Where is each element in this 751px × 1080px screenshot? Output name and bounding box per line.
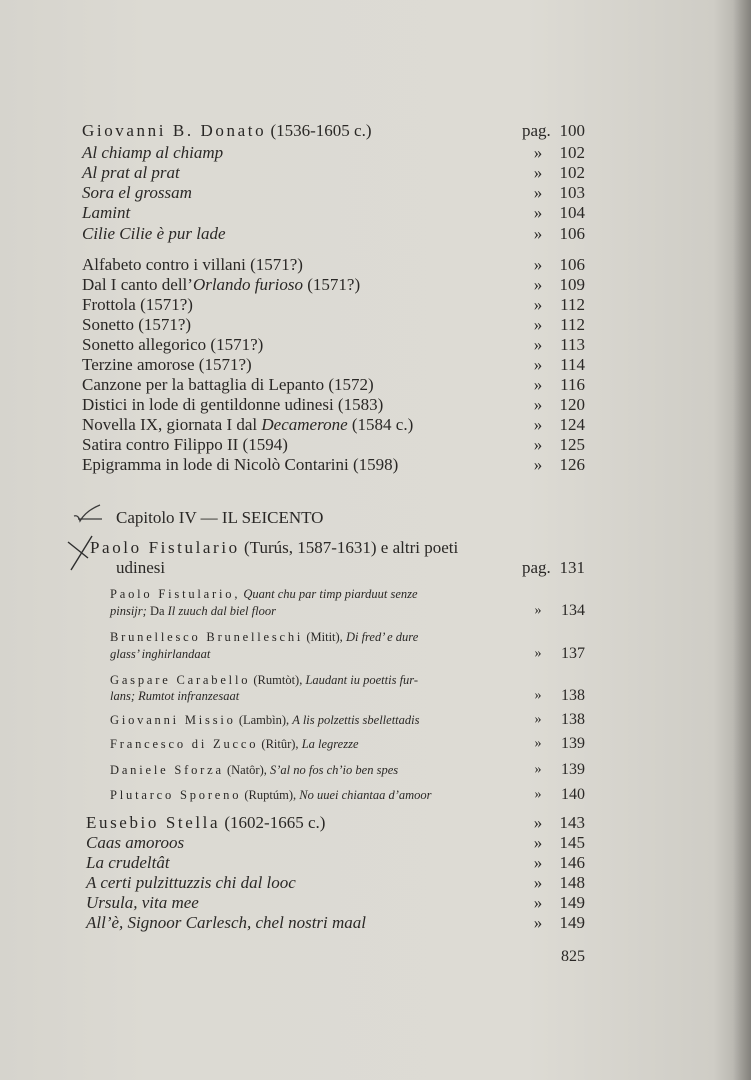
author-name: Francesco di Zucco: [110, 737, 259, 751]
page-ref: 149: [559, 893, 585, 912]
page-ref: 100: [559, 121, 585, 140]
page-ref: 116: [560, 375, 585, 394]
page-ref: 149: [559, 913, 585, 932]
page-ref: 143: [559, 813, 585, 832]
page-ref: 146: [559, 853, 585, 872]
poem-title: All’è, Signoor Carlesch, chel nostri maal: [86, 913, 367, 932]
page-ref: 113: [560, 335, 585, 354]
author-name: Paolo Fistulario,: [110, 587, 241, 601]
page-ref: 124: [559, 415, 585, 434]
page-ref: 106: [559, 224, 585, 243]
author-name: Giovanni Missio: [110, 713, 236, 727]
page-ref: 138: [561, 711, 585, 728]
page-ref: 140: [561, 786, 585, 803]
page-ref: 125: [559, 435, 585, 454]
entry-title: Distici in lode di gentildonne udinesi (1583): [82, 395, 384, 414]
page-number: 825: [561, 948, 585, 965]
entry-title: Canzone per la battaglia di Lepanto (1572): [82, 375, 374, 394]
author-name: Paolo Fistulario: [90, 538, 240, 557]
page-ref: 104: [559, 203, 585, 222]
author-name: Giovanni B. Donato: [82, 121, 267, 140]
work-title: Orlando furioso: [192, 275, 303, 294]
page-ref: 102: [559, 143, 585, 162]
page-ref: 112: [560, 295, 585, 314]
page-ref: 102: [559, 163, 585, 182]
entry-title: Sonetto allegorico (1571?): [82, 335, 264, 354]
poem-title: Ursula, vita mee: [86, 893, 199, 912]
page-marker: pag.: [522, 558, 551, 577]
page-ref: 139: [561, 761, 585, 778]
entry-title: Frottola (1571?): [82, 295, 193, 314]
page-ref: 114: [560, 355, 585, 374]
page-ref: 103: [559, 183, 585, 202]
author-name: Brunellesco Brunelleschi: [110, 630, 304, 644]
work-title: Decamerone: [261, 415, 348, 434]
entry-title: Alfabeto contro i villani (1571?): [82, 255, 303, 274]
poem-title: Al chiamp al chiamp: [82, 143, 224, 162]
page-ref: 139: [561, 735, 585, 752]
author-name: Eusebio Stella: [86, 813, 221, 832]
page-ref: 106: [559, 255, 585, 274]
author-name: Plutarco Sporeno: [110, 788, 242, 802]
binding-shadow: [733, 0, 751, 1080]
page-ref: 134: [561, 602, 585, 619]
entry-title: Sonetto (1571?): [82, 315, 192, 334]
author-name: Daniele Sforza: [110, 763, 224, 777]
page-ref: 126: [559, 455, 585, 474]
page-marker: pag.: [522, 121, 551, 140]
book-page: Giovanni B. Donato (1536-1605 c.) pag. 100 Al chiamp al chiamp » 102 Al prat al prat » 102 Sora el grossam » 103 Lamint » 104 Cilie Cilie è pur lade » 106 Alfabeto contro i villani (1571?) » 106 Dal I canto dell’Orlando furioso (1571?) » 109 Frottola (1571?) » 112 Sonetto (1571?) » 112 Sonetto allegorico (1571?) » 113 Terzine amorose (1571?) » 114 Canzone per la battaglia di Lepanto (1572) » 116 Distici in lode di gentildonne udinesi (1583) » 120 Novella IX, giornata I dal Decamerone (1584 c.) » 124 Satira contro Filippo II (1594) » 125 Epigramma in lode di Nicolò Contarini (1598) » 126 Capitolo IV — IL SEICENTO Paolo Fistulario (Turús, 1587-1631) e altri poeti udinesi pag. 131 Paolo Fistulario, Quant chu par timp piarduut senze pinsijr; Da Il zuuch dal biel floor » 134 Brunellesco Brunelleschi (Mitit), Di fred’ e dure glass’ inghirlandaat » 137 Gaspare Carabello (Rumtòt), Laudant iu poettis fur- lans; Rumtot infranzesaat » 138 Giovanni Missio (Lambìn), A lis polzettis sbellettadis » 138 Francesco di Zucco (Ritûr), La legrezze » 139 Daniele Sforza (Natôr), S’al no fos ch’io ben spes » 139 Plutarco Sporeno (Ruptúm), No uuei chiantaa d’amoor » 140 Eusebio Stella (1602-1665 c.) » 143 Caas amoroos » 145 La crudeltât » 146 A certi pulzittuzzis chi dal looc » 148 Ursula, vita mee » 149 All’è, Signoor Carlesch, chel nostri maal » 149 825: [0, 0, 751, 1080]
poem-title: Caas amoroos: [86, 833, 185, 852]
poem-title: Al prat al prat: [82, 163, 180, 182]
page-ref: 112: [560, 315, 585, 334]
page-ref: 148: [559, 873, 585, 892]
page-ref: 137: [561, 645, 585, 662]
page-ref: 145: [559, 833, 585, 852]
poem-title: Cilie Cilie è pur lade: [82, 224, 226, 243]
poem-title: A certi pulzittuzzis chi dal looc: [86, 873, 296, 892]
page-ref: 120: [559, 395, 585, 414]
poem-title: Lamint: [82, 203, 131, 222]
author-name: Gaspare Carabello: [110, 673, 251, 687]
entry-title: Satira contro Filippo II (1594): [82, 435, 288, 454]
page-ref: 138: [561, 687, 585, 704]
poem-title: La crudeltât: [86, 853, 170, 872]
page-ref: 109: [559, 275, 585, 294]
entry-title: Epigramma in lode di Nicolò Contarini (1598): [82, 455, 399, 474]
pencil-check-mark: [72, 504, 104, 526]
poem-title: Sora el grossam: [82, 183, 192, 202]
entry-title: Terzine amorose (1571?): [82, 355, 252, 374]
page-ref: 131: [559, 558, 585, 577]
